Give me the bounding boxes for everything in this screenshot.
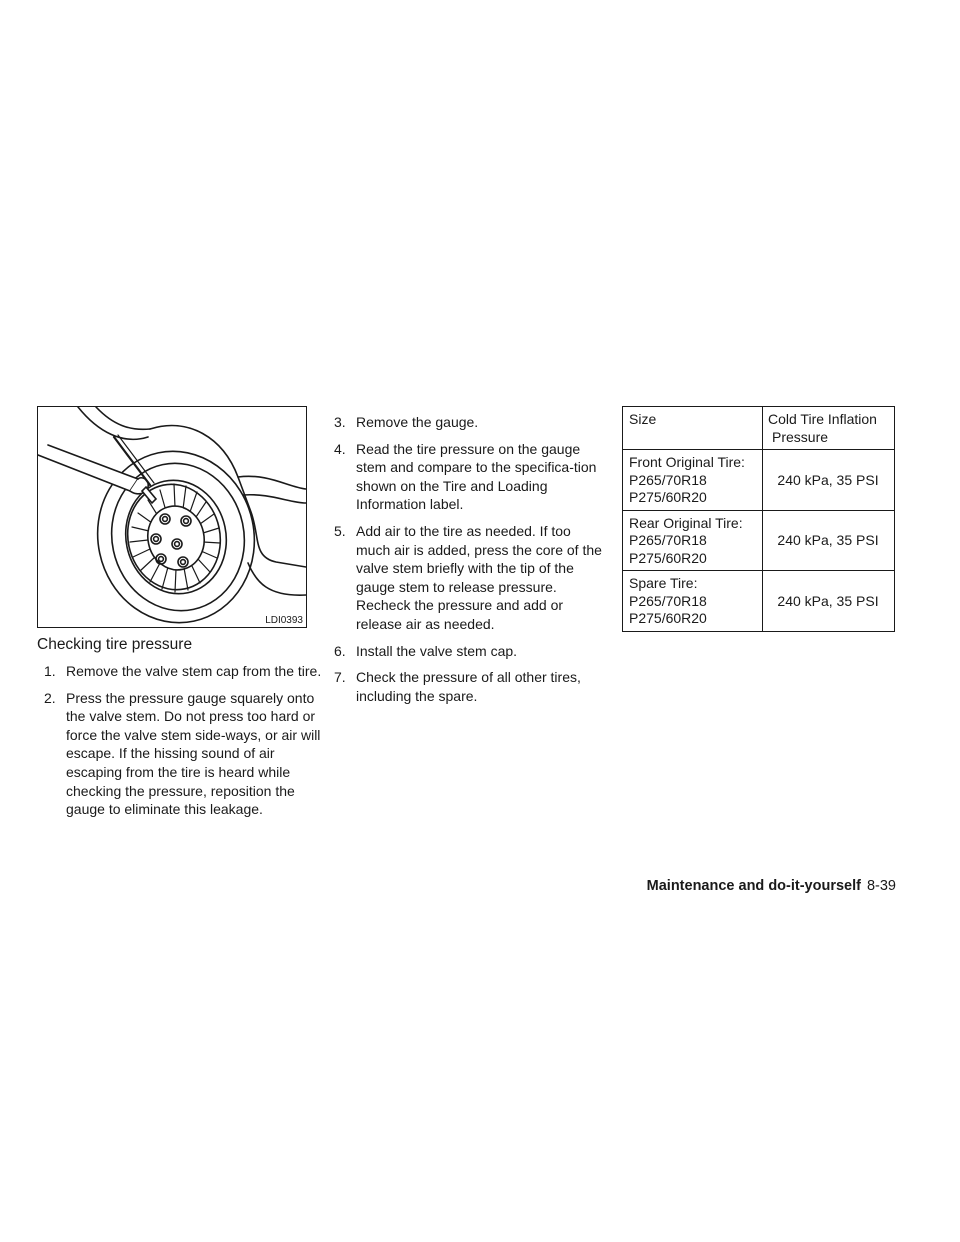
tire-pressure-figure [37,406,307,628]
table-row [623,450,895,511]
step-number: 4. [334,440,346,457]
list-item [334,668,606,705]
step-text: Read the tire pressure on the gauge stem and compare to the specifica-tion shown on the Tire and Loading Information label. [356,440,597,513]
table-row [623,510,895,571]
list-item [44,662,324,681]
table-header-row [623,407,895,450]
tire-size: P275/60R20 [629,610,707,626]
step-number: 3. [334,414,346,430]
step-text: Check the pressure of all other tires, including the spare. [356,669,581,704]
size-cell [623,571,763,632]
pressure-value: 240 kPa, 35 PSI [763,510,895,571]
list-item [334,642,606,661]
tire-pressure-gauge-illustration [38,407,306,627]
section-heading: Checking tire pressure [37,636,193,653]
step-text: Install the valve stem cap. [356,642,518,659]
pressure-value: 240 kPa, 35 PSI [763,571,895,632]
step-text: Remove the valve stem cap from the tire. [66,663,322,679]
tire-size: P275/60R20 [629,489,707,505]
pressure-header-line2: Pressure [772,428,829,445]
step-number: 6. [334,642,346,659]
list-item [334,440,606,514]
pressure-header-line1: Cold Tire Inflation [768,411,877,427]
pressure-header [763,407,895,450]
tire-label: Front Original Tire: [629,454,745,470]
tire-size: P265/70R18 [629,592,707,609]
tire-size: P265/70R18 [629,471,707,488]
list-item [334,413,606,432]
figure-label: LDI0393 [265,615,303,626]
size-cell [623,450,763,511]
size-cell [623,510,763,571]
footer-section-title: Maintenance and do-it-yourself [646,878,861,894]
tire-size: P265/70R18 [629,532,707,548]
step-text: Add air to the tire as needed. If too much air is added, press the core of the valve stem briefly with the tip of the gauge stem to release pressure. Recheck the pressure and add or release air as needed. [356,522,602,632]
step-number: 2. [44,689,56,706]
page-number: 8-39 [866,878,896,894]
tire-pressure-table [622,406,895,632]
step-number: 1. [44,663,56,679]
step-text: Remove the gauge. [356,414,479,430]
tire-size: P275/60R20 [629,549,707,566]
steps-column-1 [44,662,324,827]
tire-label: Rear Original Tire: [629,514,743,531]
size-header: Size [623,407,763,450]
step-number: 5. [334,522,346,539]
list-item [334,522,606,634]
page-footer [630,878,896,894]
list-item [44,689,324,819]
pressure-value: 240 kPa, 35 PSI [763,450,895,511]
tire-label: Spare Tire: [629,575,698,591]
steps-column-2 [334,413,606,713]
step-number: 7. [334,669,346,686]
step-text: Press the pressure gauge squarely onto the valve stem. Do not press too hard or force the valve stem side-ways, or air will escape. If the hissing sound of air escaping from the tire is heard while checking the pressure, reposition the gauge to eliminate this leakage. [66,689,321,818]
table-row [623,571,895,632]
